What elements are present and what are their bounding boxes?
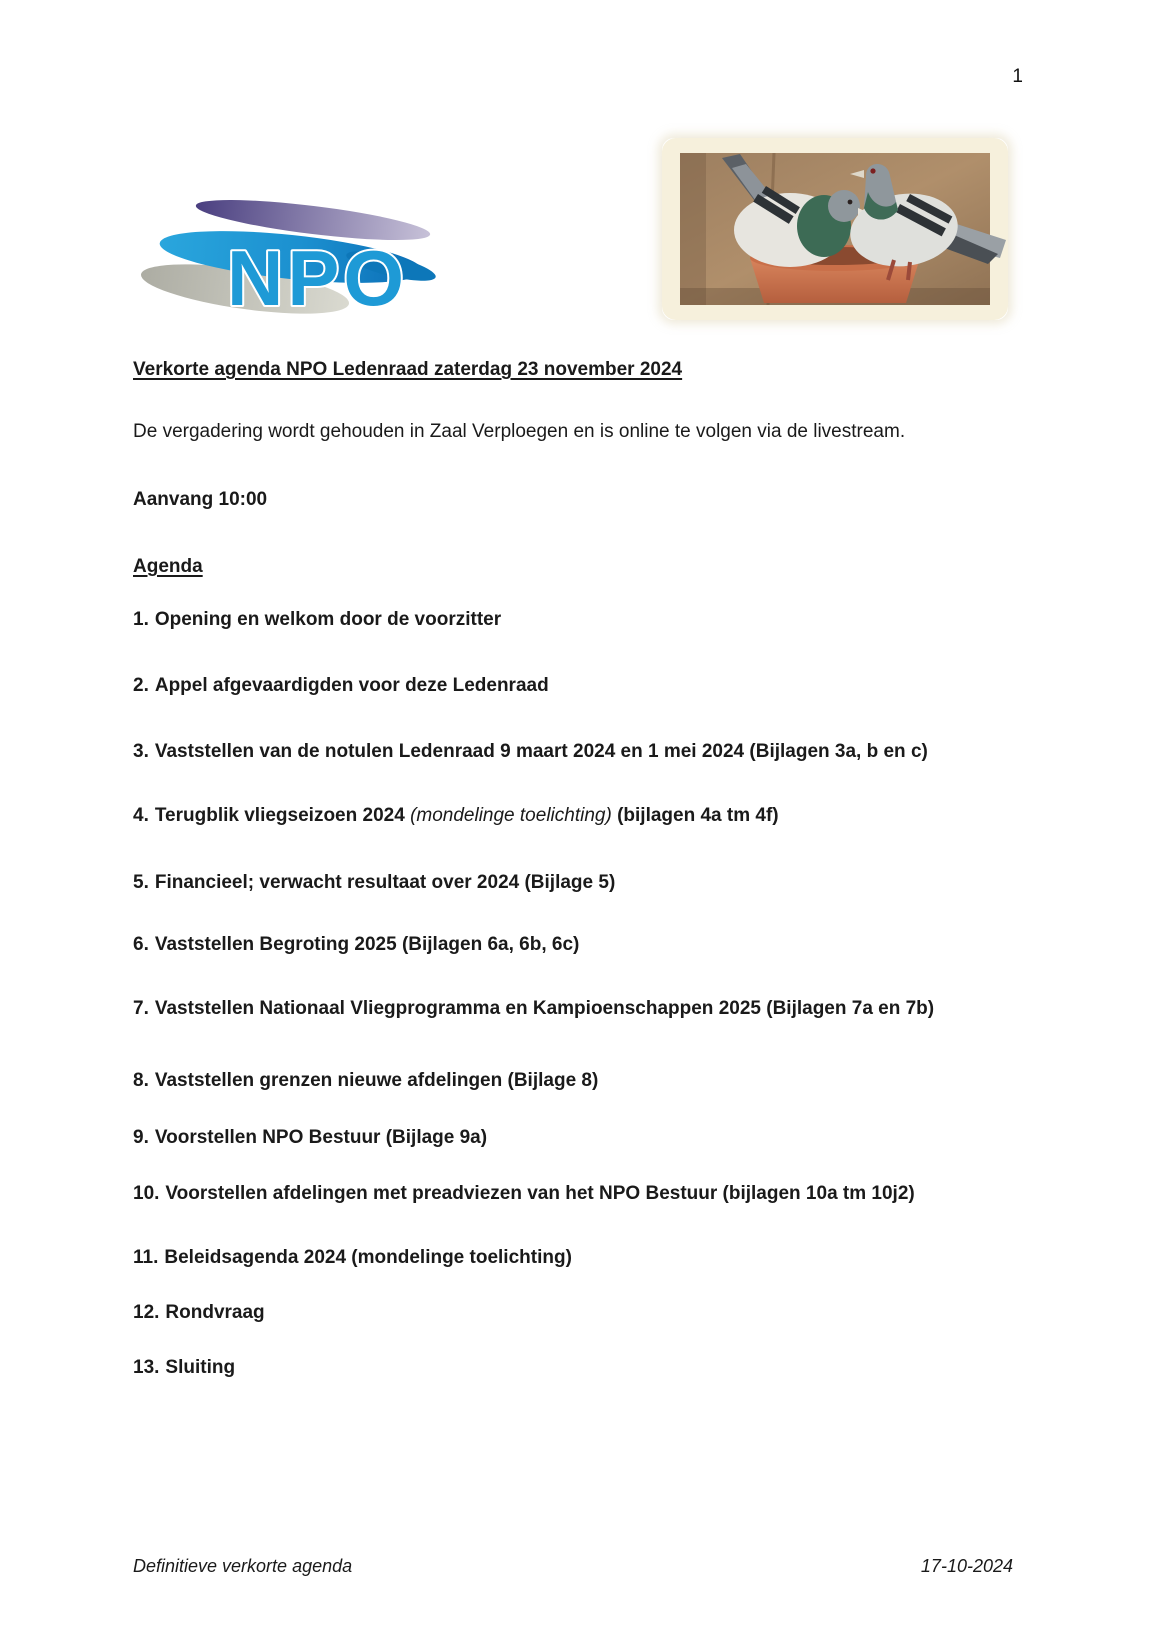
item-number: 3. <box>133 741 149 762</box>
start-time: Aanvang 10:00 <box>133 489 268 510</box>
agenda-item-10 <box>133 1182 1053 1205</box>
pigeons-photo <box>662 138 1008 320</box>
item-text: Beleidsagenda 2024 (mondelinge toelichting) <box>164 1247 572 1268</box>
item-number: 11. <box>133 1247 159 1268</box>
agenda-item-8 <box>133 1069 1053 1092</box>
item-text: Rondvraag <box>165 1302 265 1323</box>
agenda-item-5 <box>133 871 1053 894</box>
agenda-item-3 <box>133 740 1053 763</box>
item-text: Opening en welkom door de voorzitter <box>154 609 502 630</box>
logo-text: NPO <box>227 234 409 322</box>
item-text-bold: Terugblik vliegseizoen 2024 <box>154 805 405 826</box>
item-number: 9. <box>133 1127 149 1148</box>
agenda-item-13 <box>133 1356 1053 1379</box>
item-number: 12. <box>133 1302 160 1323</box>
agenda-item-1 <box>133 608 1053 631</box>
intro-paragraph: De vergadering wordt gehouden in Zaal Verploegen en is online te volgen via de livestream. <box>133 421 906 442</box>
item-number: 2. <box>133 675 149 696</box>
page-number: 1 <box>1012 66 1023 87</box>
agenda-item-9 <box>133 1126 1053 1149</box>
item-text: Vaststellen Nationaal Vliegprogramma en Kampioenschappen 2025 (Bijlagen 7a en 7b) <box>154 998 935 1019</box>
item-text: Vaststellen grenzen nieuwe afdelingen (Bijlage 8) <box>154 1070 599 1091</box>
agenda-item-11 <box>133 1246 1053 1269</box>
item-text: Voorstellen NPO Bestuur (Bijlage 9a) <box>154 1127 488 1148</box>
footer-document-status: Definitieve verkorte agenda <box>133 1556 353 1576</box>
agenda-item-4 <box>133 804 1053 827</box>
item-text: Voorstellen afdelingen met preadviezen van het NPO Bestuur (bijlagen 10a tm 10j2) <box>165 1183 915 1204</box>
item-text-italic: (mondelinge toelichting) <box>410 805 612 826</box>
agenda-item-7 <box>133 997 1053 1020</box>
item-number: 10. <box>133 1183 160 1204</box>
item-text <box>155 804 1053 827</box>
npo-logo <box>133 182 441 322</box>
agenda-item-12 <box>133 1301 1053 1324</box>
document-title: Verkorte agenda NPO Ledenraad zaterdag 23 november 2024 <box>133 359 683 380</box>
item-number: 6. <box>133 934 149 955</box>
agenda-item-6 <box>133 933 1053 956</box>
item-number: 13. <box>133 1357 160 1378</box>
agenda-item-2 <box>133 674 1053 697</box>
item-number: 5. <box>133 872 149 893</box>
item-number: 4. <box>133 805 149 826</box>
item-text: Vaststellen Begroting 2025 (Bijlagen 6a, 6b, 6c) <box>154 934 580 955</box>
footer-date: 17-10-2024 <box>920 1556 1013 1576</box>
item-text: Appel afgevaardigden voor deze Ledenraad <box>154 675 549 696</box>
agenda-heading: Agenda <box>133 556 203 577</box>
item-number: 7. <box>133 998 149 1019</box>
item-number: 1. <box>133 609 149 630</box>
item-text-suffix: (bijlagen 4a tm 4f) <box>617 805 779 826</box>
item-text: Financieel; verwacht resultaat over 2024 (Bijlage 5) <box>154 872 616 893</box>
item-number: 8. <box>133 1070 149 1091</box>
item-text: Sluiting <box>165 1357 236 1378</box>
item-text: Vaststellen van de notulen Ledenraad 9 maart 2024 en 1 mei 2024 (Bijlagen 3a, b en c) <box>154 741 928 762</box>
